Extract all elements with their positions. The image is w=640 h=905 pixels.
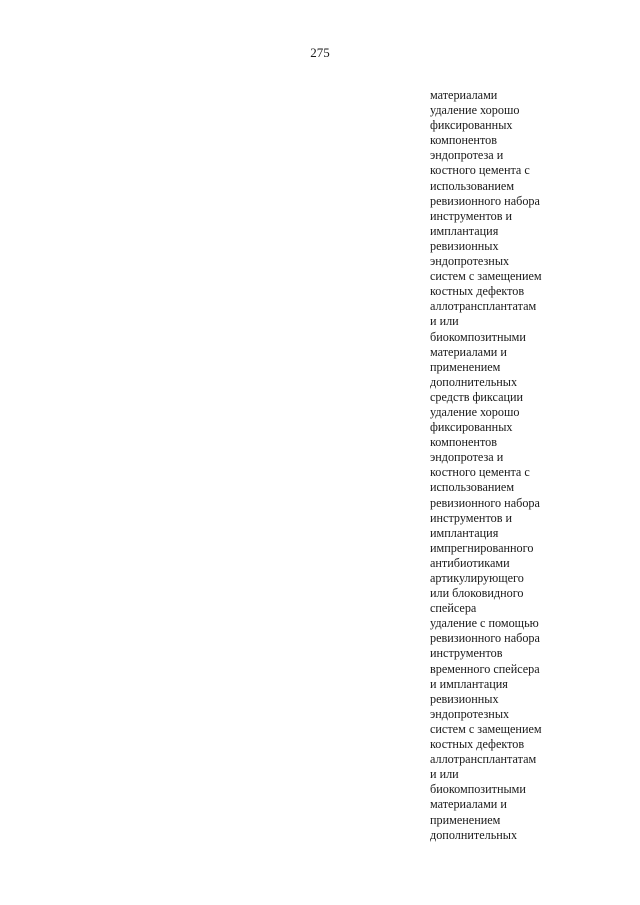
text-line: ревизионных bbox=[430, 691, 499, 706]
text-line: систем с замещением bbox=[430, 269, 542, 284]
text-line: ревизионного набора bbox=[430, 193, 540, 208]
text-line: компонентов bbox=[430, 435, 497, 450]
text-line: средств фиксации bbox=[430, 389, 524, 404]
text-line: инструментов и bbox=[430, 510, 513, 525]
text-line: импрегнированного bbox=[430, 540, 534, 555]
text-line: материалами bbox=[430, 88, 498, 102]
text-line: применением bbox=[430, 359, 501, 374]
text-column bbox=[430, 88, 630, 843]
text-line: использованием bbox=[430, 178, 515, 193]
text-line: аллотрансплантатам bbox=[430, 752, 537, 767]
text-line: эндопротеза и bbox=[430, 450, 504, 465]
text-line: удаление хорошо bbox=[430, 404, 520, 419]
text-line: эндопротеза и bbox=[430, 148, 504, 163]
text-line: систем с замещением bbox=[430, 721, 542, 736]
text-line: аллотрансплантатам bbox=[430, 299, 537, 314]
text-line: биокомпозитными bbox=[430, 329, 526, 344]
text-line: материалами и bbox=[430, 797, 507, 812]
text-line: инструментов bbox=[430, 646, 503, 661]
text-line: костных дефектов bbox=[430, 737, 525, 752]
text-line: инструментов и bbox=[430, 208, 513, 223]
text-line: костного цемента с bbox=[430, 163, 530, 178]
text-line: и или bbox=[430, 767, 459, 782]
text-line: фиксированных bbox=[430, 118, 513, 133]
text-line: эндопротезных bbox=[430, 254, 510, 269]
text-line: фиксированных bbox=[430, 420, 513, 435]
text-line: использованием bbox=[430, 480, 515, 495]
text-line: компонентов bbox=[430, 133, 497, 148]
text-line: материалами и bbox=[430, 344, 507, 359]
text-line: удаление с помощью bbox=[430, 616, 539, 631]
text-line: биокомпозитными bbox=[430, 782, 526, 797]
text-line: дополнительных bbox=[430, 374, 518, 389]
text-line: ревизионного набора bbox=[430, 495, 540, 510]
text-line: удаление хорошо bbox=[430, 103, 520, 118]
text-line: и имплантация bbox=[430, 676, 508, 691]
text-line: имплантация bbox=[430, 525, 499, 540]
text-line: или блоковидного bbox=[430, 586, 524, 601]
text-line: эндопротезных bbox=[430, 706, 510, 721]
text-line: антибиотиками bbox=[430, 555, 510, 570]
text-line: ревизионных bbox=[430, 238, 499, 253]
text-line: костных дефектов bbox=[430, 284, 525, 299]
text-line: применением bbox=[430, 812, 501, 827]
text-line: временного спейсера bbox=[430, 661, 540, 676]
text-line: ревизионного набора bbox=[430, 631, 540, 646]
text-line: костного цемента с bbox=[430, 465, 530, 480]
text-line: спейсера bbox=[430, 601, 477, 616]
text-line: и или bbox=[430, 314, 459, 329]
page-number: 275 bbox=[310, 45, 330, 60]
text-line: артикулирующего bbox=[430, 571, 524, 585]
text-line: дополнительных bbox=[430, 827, 518, 842]
text-line: имплантация bbox=[430, 223, 499, 238]
